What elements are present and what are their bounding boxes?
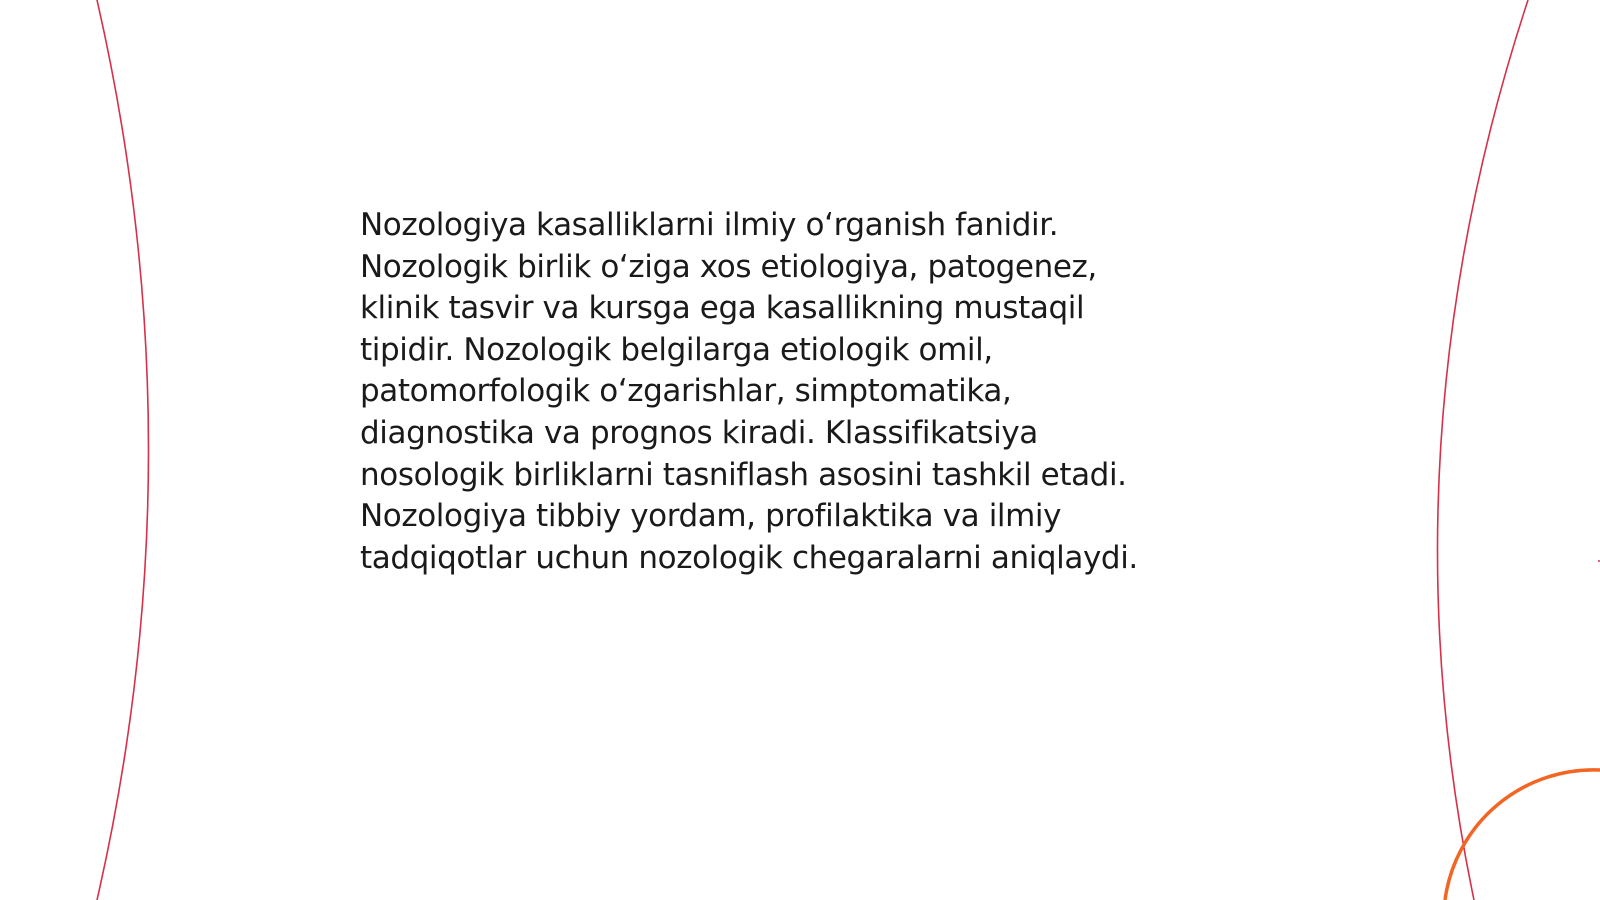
body-paragraph <box>360 205 1220 579</box>
paragraph-line: tipidir. Nozologik belgilarga etiologik omil, <box>360 331 993 368</box>
paragraph-line: tadqiqotlar uchun nozologik chegaralarni aniqlaydi. <box>360 539 1138 576</box>
paragraph-line: Nozologik birlik o‘ziga xos etiologiya, patogenez, <box>360 248 1097 285</box>
paragraph-line: diagnostika va prognos kiradi. Klassifikatsiya <box>360 414 1038 451</box>
left-frame-curve <box>97 0 149 900</box>
paragraph-line: klinik tasvir va kursga ega kasallikning mustaqil <box>360 290 1085 327</box>
paragraph-line: Nozologiya tibbiy yordam, profilaktika va ilmiy <box>360 498 1062 535</box>
paragraph-line: patomorfologik o‘zgarishlar, simptomatika, <box>360 373 1012 410</box>
paragraph-line: nosologik birliklarni tasniflash asosini tashkil etadi. <box>360 456 1127 493</box>
paragraph-line: Nozologiya kasalliklarni ilmiy o‘rganish fanidir. <box>360 207 1059 243</box>
right-frame-curve <box>1437 0 1528 900</box>
accent-arc <box>1445 770 1600 900</box>
